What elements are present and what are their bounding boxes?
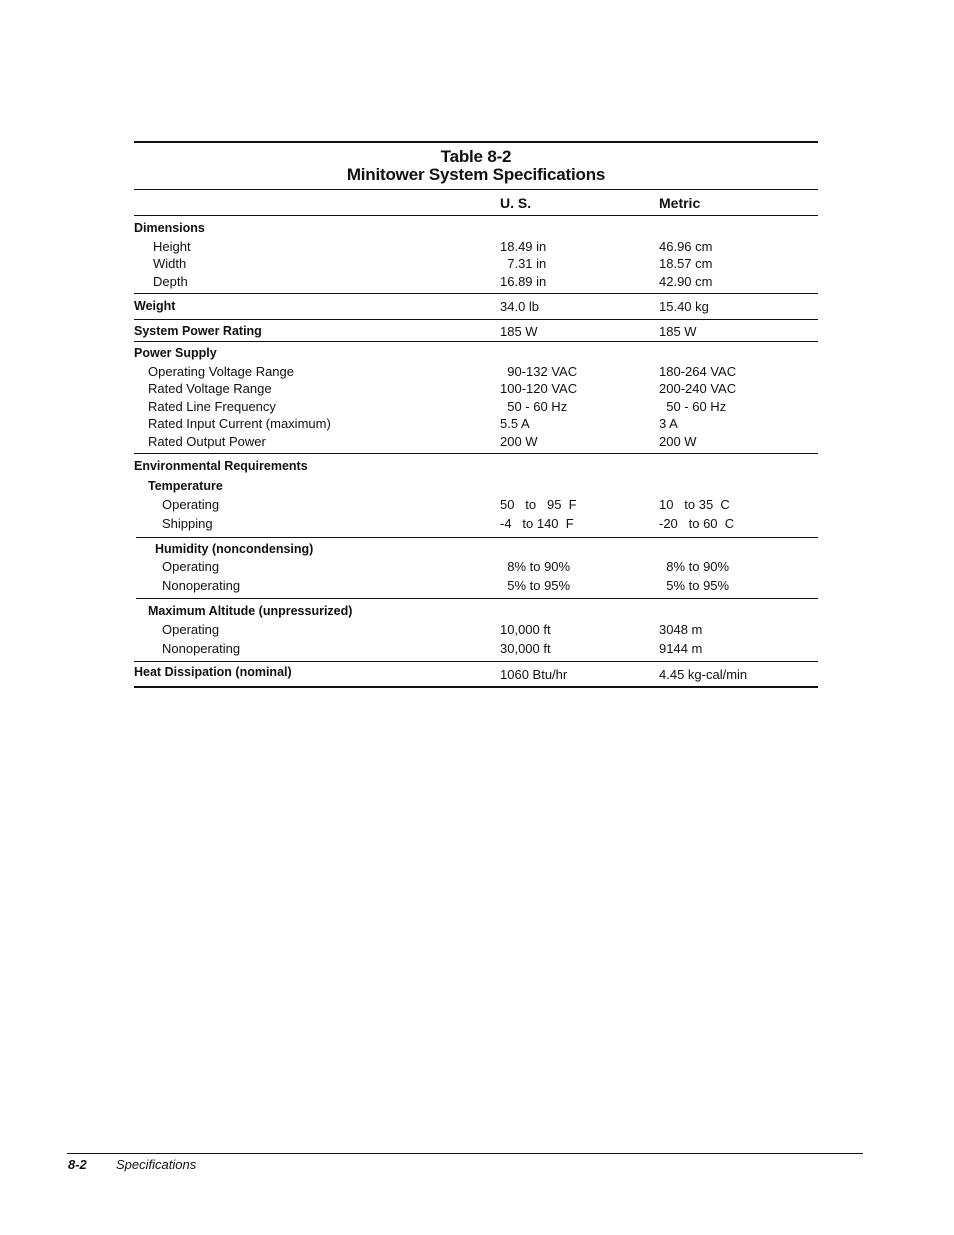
row-label: Nonoperating [162,578,241,593]
table-row [134,398,818,416]
row-us-value: 18.49 in [500,238,547,254]
table-row [134,433,818,451]
row-metric-value: 8% to 90% [659,559,730,574]
humidity-heading: Humidity (noncondensing) [155,541,314,556]
row-metric-value: 18.57 cm [659,256,713,271]
row-us-value: -4 to 140 F [500,515,574,531]
row-metric-value: 42.90 cm [659,273,713,289]
row-metric-value: 5% to 95% [659,578,730,593]
temperature-heading: Temperature [148,479,223,493]
row-metric-value: 200 W [659,433,697,449]
footer-rule [67,1153,863,1154]
row-us-value: 185 W [500,323,538,339]
table-row [134,298,818,316]
row-us-value: 50 - 60 Hz [500,398,568,414]
dimensions-heading: Dimensions [134,221,205,235]
row-metric-value: 185 W [659,323,697,339]
subsection-heading [136,541,818,559]
row-label: Height [153,238,191,254]
row-metric-value: -20 to 60 C [659,515,735,531]
section-dimensions [134,215,818,293]
row-label: Operating Voltage Range [148,363,294,379]
row-metric-value: 9144 m [659,640,703,656]
column-header-row [134,190,818,215]
table-row [134,323,818,341]
power-supply-heading: Power Supply [134,346,217,360]
column-header-metric: Metric [659,195,701,211]
weight-label: Weight [134,299,176,313]
table-number: Table 8-2 [440,147,512,166]
heat-dissipation-label: Heat Dissipation (nominal) [134,664,292,679]
row-metric-value: 10 to 35 C [659,496,730,512]
table-row [134,515,818,534]
section-power-rating [134,319,818,342]
row-label: Depth [153,273,188,289]
row-metric-value: 50 - 60 Hz [659,398,727,414]
section-environmental [134,453,818,537]
row-label: Rated Output Power [148,433,266,449]
table-row [136,558,818,577]
section-heading [134,345,818,363]
section-weight [134,293,818,319]
row-us-value: 16.89 in [500,273,547,289]
row-label: Rated Voltage Range [148,381,272,396]
subsection-heading [136,603,818,621]
row-label: Nonoperating [162,640,241,656]
table-caption: Minitower System Specifications [346,165,606,184]
section-heat-dissipation [134,661,818,689]
table-row [134,380,818,398]
row-us-value: 100-120 VAC [500,381,578,396]
row-us-value: 1060 Btu/hr [500,666,568,682]
section-humidity [136,537,818,599]
row-metric-value: 3048 m [659,621,703,637]
table-row [134,415,818,433]
table-row [136,621,818,640]
table-row [136,577,818,596]
row-metric-value: 15.40 kg [659,299,709,314]
footer-section-title: Specifications [116,1157,197,1172]
row-us-value: 10,000 ft [500,621,551,637]
column-header-us: U. S. [500,195,532,211]
row-us-value: 7.31 in [500,256,547,271]
row-us-value: 200 W [500,433,538,449]
power-rating-label: System Power Rating [134,323,262,338]
row-metric-value: 4.45 kg-cal/min [659,666,748,682]
row-metric-value: 3 A [659,416,678,431]
row-metric-value: 180-264 VAC [659,363,737,379]
row-us-value: 50 to 95 F [500,496,577,512]
row-us-value: 8% to 90% [500,559,571,574]
section-heading [134,458,818,478]
table-row [134,273,818,291]
footer-page-number: 8-2 [68,1157,87,1172]
row-label: Operating [162,496,220,512]
row-label: Operating [162,621,220,637]
section-power-supply [134,341,818,453]
row-label: Operating [162,559,220,574]
environmental-heading: Environmental Requirements [134,459,308,473]
row-label: Rated Line Frequency [148,398,276,414]
table-row [134,238,818,256]
row-us-value: 5% to 95% [500,578,571,593]
row-us-value: 5.5 A [500,416,530,431]
table-row [136,640,818,659]
row-us-value: 30,000 ft [500,640,551,656]
row-label: Width [153,256,187,271]
subsection-heading [134,478,818,496]
altitude-heading: Maximum Altitude (unpressurized) [148,604,353,618]
table-row [134,255,818,273]
table-row [134,363,818,381]
row-us-value: 90-132 VAC [500,363,578,379]
row-label: Shipping [162,515,213,531]
section-altitude [136,598,818,661]
row-us-value: 34.0 lb [500,299,540,314]
row-label: Rated Input Current (maximum) [148,416,331,431]
table-row [134,664,818,682]
table-title [134,143,818,189]
row-metric-value: 200-240 VAC [659,381,737,396]
row-metric-value: 46.96 cm [659,238,713,254]
section-heading [134,220,818,238]
specifications-table [134,141,818,688]
table-row [134,496,818,515]
